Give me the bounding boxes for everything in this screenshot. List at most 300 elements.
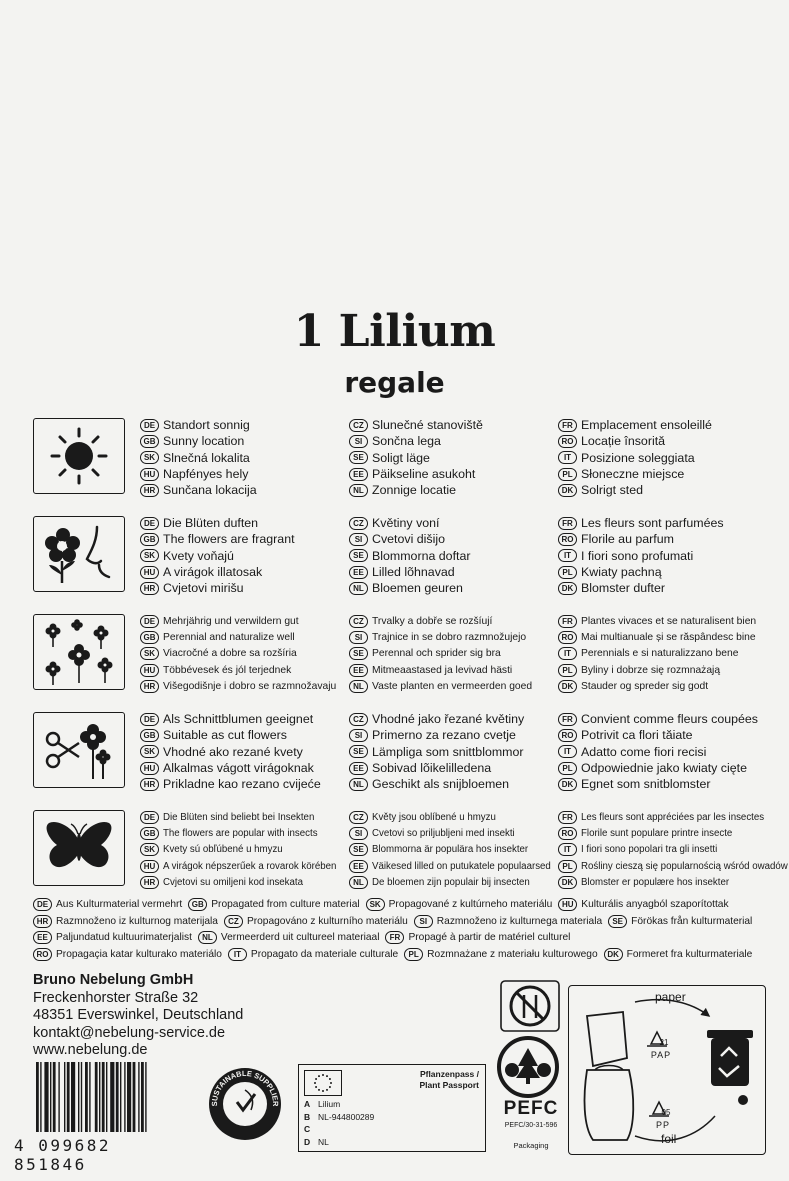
language-code-badge: SI [349,435,368,448]
language-code-badge: SK [140,549,159,562]
language-text: Slunečné stanoviště [372,418,483,433]
language-text: Väikesed lilled on putukatele populaarsed [372,860,551,872]
language-text: Słoneczne miejsce [581,467,685,482]
company-address [33,972,243,1060]
language-code-badge: HR [140,484,159,497]
pap-label: PAP [650,1050,672,1060]
language-line [349,580,571,596]
language-code-badge: RO [558,435,577,448]
language-text: Perennal och sprider sig bra [372,648,501,660]
language-line [558,678,780,694]
language-code-badge: HU [140,860,159,873]
pp-label: PP [655,1120,670,1130]
plant-passport-key: C [304,1124,311,1134]
language-code-badge: FR [558,517,577,530]
language-line [558,646,780,662]
language-code-badge: RO [558,729,577,742]
language-line [140,417,362,433]
language-code-badge: EE [33,931,52,944]
language-line [140,629,362,645]
language-line [558,825,780,841]
language-line [558,417,780,433]
language-code-badge: NL [349,484,368,497]
language-code-badge: EE [349,860,368,873]
section-3-column-1 [140,613,362,694]
language-text: Sunčana lokacija [163,483,257,498]
flower-nose-icon [41,521,117,587]
language-code-badge: NL [349,876,368,889]
language-line [349,678,571,694]
language-line [140,564,362,580]
language-code-badge: SE [349,451,368,464]
section-3-column-2 [349,613,571,694]
barcode-icon [36,1062,186,1132]
section-5-column-1 [140,809,362,890]
language-code-badge: FR [385,931,404,944]
language-text: Mitmeaastased ja levivad hästi [372,664,513,676]
language-text: Convient comme fleurs coupées [581,712,758,727]
language-line [140,482,362,498]
language-line [558,613,780,629]
language-code-badge: SE [349,647,368,660]
language-code-badge: GB [140,631,159,644]
language-text: Cvetovi dišijo [372,532,445,547]
language-text: Vhodné ako rezané kvety [163,744,303,759]
language-code-badge: IT [228,948,247,961]
language-line [140,678,362,694]
language-text: Stauder og spreder sig godt [581,680,709,692]
language-code-badge: PL [404,948,423,961]
section-1-column-1 [140,417,362,498]
language-text: Sončna lega [372,434,441,449]
language-line [140,727,362,743]
language-text: Geschikt als snijbloemen [372,777,510,792]
origin-text: Aus Kulturmaterial vermehrt [56,899,183,910]
language-code-badge: SI [349,631,368,644]
plant-passport-row [304,1124,318,1134]
plant-passport-row [304,1112,374,1122]
paper-label: paper [655,990,686,1004]
language-line [558,858,788,874]
origin-text: Kulturális anyagból szaporítottak [581,899,729,910]
language-text: Egnet som snitblomster [581,777,711,792]
language-text: Rośliny cieszą się popularnością wśród owadów [581,860,788,872]
language-line [349,776,571,792]
packaging-label: Packaging [513,1141,549,1150]
language-code-badge: IT [558,647,577,660]
language-text: Standort sonnig [163,418,250,433]
origin-text: Vermeerderd uit cultureel materiaal [220,932,380,943]
origin-text: Propagated from culture material [211,899,360,910]
language-code-badge: DK [558,778,577,791]
section-2-column-2 [349,515,571,596]
plant-passport-value: NL [318,1136,329,1147]
company-name: Bruno Nebelung GmbH [33,972,194,988]
language-line [558,744,780,760]
company-city: 48351 Everswinkel, Deutschland [33,1007,244,1023]
language-code-badge: IT [558,745,577,758]
language-text: Perennials e si naturalizzano bene [581,648,739,660]
language-line [140,450,362,466]
language-line [349,744,571,760]
language-line [558,874,780,890]
language-text: Blommorna är populära hos insekter [372,844,529,856]
language-text: Die Blüten duften [163,516,259,531]
section-2-column-1 [140,515,362,596]
company-street: Freckenhorster Straße 32 [33,989,199,1006]
language-text: Adatto come fiori recisi [581,744,707,759]
language-line [558,711,780,727]
language-text: A virágok népszerűek a rovarok körében [163,860,337,872]
section-3-column-3 [558,613,780,694]
language-code-badge: PL [558,566,577,579]
language-text: Lilled lõhnavad [372,565,455,580]
language-code-badge: CZ [224,915,243,928]
language-text: Vhodné jako řezané květiny [372,712,525,727]
origin-text: Propagé à partir de matériel culturel [408,932,571,943]
language-line [558,760,780,776]
language-line [140,776,362,792]
language-text: Locație însorită [581,434,666,449]
language-code-badge: DK [558,680,577,693]
language-text: The flowers are fragrant [163,532,295,547]
sun-icon [49,426,109,486]
language-code-badge: HU [140,566,159,579]
language-line [349,874,571,890]
language-text: Mai multianuale și se răspândesc bine [581,631,756,643]
language-line [558,564,780,580]
origin-text: Propagováno z kulturního materiálu [246,915,408,927]
language-text: Florile sunt populare printre insecte [581,827,733,839]
plant-passport-key: A [304,1099,311,1109]
origin-text: Paljundatud kultuurimaterjalist [56,932,192,943]
language-code-badge: SK [140,647,159,660]
icon-box-sun [33,418,125,494]
plant-passport-row [304,1099,340,1109]
language-line [349,564,571,580]
language-text: Kvety sú obľúbené u hmyzu [163,844,283,856]
language-line [558,515,780,531]
language-line [349,662,571,678]
language-code-badge: DK [558,876,577,889]
language-code-badge: HU [140,762,159,775]
company-email[interactable]: kontakt@nebelung-service.de [33,1024,226,1041]
language-line [558,629,780,645]
language-line [349,466,571,482]
language-line [349,858,571,874]
language-text: Cvjetovi su omiljeni kod insekata [163,876,303,888]
language-code-badge: SI [414,915,433,928]
company-website[interactable]: www.nebelung.de [33,1042,148,1058]
language-line [349,613,571,629]
language-text: Viacročné a dobre sa rozšíria [163,648,297,660]
language-code-badge: EE [349,664,368,677]
language-code-badge: SE [349,843,368,856]
language-code-badge: GB [140,827,159,840]
pefc-code: PEFC/30-31-596 [504,1122,558,1129]
language-text: Bloemen geuren [372,581,463,596]
language-text: De bloemen zijn populair bij insecten [372,876,530,888]
language-text: Solrigt sted [581,483,643,498]
language-code-badge: CZ [349,713,368,726]
language-text: Mehrjährig und verwildern gut [163,615,299,627]
section-4-column-2 [349,711,571,792]
language-line [140,825,362,841]
language-text: Soligt läge [372,450,430,465]
language-code-badge: DE [140,713,159,726]
language-line [558,727,780,743]
language-code-badge: CZ [349,419,368,432]
origin-line [33,898,773,911]
language-code-badge: GB [188,898,207,911]
language-text: Posizione soleggiata [581,450,695,465]
product-title: 1 Lilium [293,306,496,357]
language-line [140,466,362,482]
language-line [140,613,362,629]
language-line [558,809,780,825]
plant-passport-heading [419,1069,479,1091]
language-code-badge: SE [349,745,368,758]
language-line [558,776,780,792]
icon-box-naturalize [33,614,125,690]
language-text: Byliny i dobrze się rozmnażają [581,664,721,676]
plant-passport-key: B [304,1111,311,1122]
language-code-badge: NL [349,582,368,595]
language-code-badge: FR [558,811,577,824]
origin-text: Propagaçia katar kulturako materiálo [56,948,222,960]
section-4-column-1 [140,711,362,792]
language-line [140,433,362,449]
origin-text: Förökas från kulturmaterial [631,915,753,927]
language-text: Lämpliga som snittblommor [372,744,524,759]
language-code-badge: HR [140,876,159,889]
language-code-badge: DE [140,419,159,432]
language-text: Napfényes hely [163,467,249,482]
language-code-badge: CZ [349,517,368,530]
language-text: Květy jsou oblíbené u hmyzu [372,811,496,823]
language-text: Vaste planten en vermeerden goed [372,680,533,692]
eu-flag-icon [304,1070,342,1096]
language-line [558,531,780,547]
language-text: Plantes vivaces et se naturalisent bien [581,615,757,627]
foil-label: foil [661,1132,677,1146]
section-4-column-3 [558,711,780,792]
language-line [140,711,362,727]
language-text: The flowers are popular with insects [163,827,318,839]
language-code-badge: IT [558,451,577,464]
language-code-badge: EE [349,762,368,775]
language-code-badge: PL [558,664,577,677]
language-line [558,580,780,596]
language-text: Sunny location [163,434,245,449]
language-code-badge: HR [33,915,52,928]
language-text: Odpowiednie jako kwiaty cięte [581,761,747,776]
language-text: I fiori sono profumati [581,548,694,563]
plant-passport-value: Lilium [318,1099,341,1109]
language-text: Blomster er populære hos insekter [581,876,730,888]
naturalize-flowers-icon [39,617,119,687]
language-code-badge: SK [140,451,159,464]
language-code-badge: NL [198,931,217,944]
language-text: Trvalky a dobře se rozšíují [372,615,493,627]
language-line [349,629,571,645]
language-text: Als Schnittblumen geeignet [163,712,314,727]
language-line [349,727,571,743]
language-text: Blommorna doftar [372,548,471,563]
pefc-label: PEFC [503,1098,559,1119]
language-line [349,433,571,449]
language-line [140,874,362,890]
language-code-badge: RO [558,631,577,644]
language-line [558,450,780,466]
language-line [140,531,362,547]
language-code-badge: DE [33,898,52,911]
language-text: Trajnice in se dobro razmnožujejo [372,631,527,643]
origin-text: Rozmnażane z materiału kulturowego [427,948,598,960]
butterfly-icon [43,819,115,877]
language-line [140,515,362,531]
language-code-badge: CZ [349,811,368,824]
language-text: Višegodišnje i dobro se razmnožavaju [163,680,337,692]
language-code-badge: IT [558,843,577,856]
icon-box-insects [33,810,125,886]
language-line [140,760,362,776]
plant-passport-heading-1: Pflanzenpass / [419,1069,479,1079]
origin-text: Razmnoženo iz kulturnega materiala [436,915,603,927]
plant-passport-key: D [304,1136,311,1147]
language-line [349,417,571,433]
section-2-column-3 [558,515,780,596]
language-code-badge: HU [140,468,159,481]
language-code-badge: RO [558,533,577,546]
language-line [558,482,780,498]
scissors-flowers-icon [39,717,119,783]
plant-passport-heading-2: Plant Passport [419,1080,479,1090]
language-code-badge: DE [140,811,159,824]
language-text: Többévesek és jól terjednek [163,664,292,676]
language-text: I fiori sono popolari tra gli insetti [581,844,718,856]
language-line [558,433,780,449]
language-line [349,548,571,564]
language-code-badge: HR [140,680,159,693]
language-code-badge: SK [366,898,385,911]
language-text: Potrivit ca flori tăiate [581,728,693,743]
language-line [349,809,571,825]
product-subtitle: regale [344,366,445,399]
language-code-badge: DE [140,615,159,628]
language-code-badge: PL [558,860,577,873]
language-code-badge: FR [558,713,577,726]
language-line [140,809,362,825]
language-code-badge: EE [349,566,368,579]
plant-passport-value: NL-944800289 [318,1111,375,1122]
language-code-badge: HU [140,664,159,677]
language-line [349,711,571,727]
language-code-badge: SI [349,533,368,546]
language-line [349,450,571,466]
language-line [349,515,571,531]
language-line [140,858,362,874]
section-5-column-2 [349,809,571,890]
language-line [349,825,571,841]
section-5-column-3 [558,809,788,890]
icon-box-fragrance [33,516,125,592]
language-text: Slnečná lokalita [163,450,250,465]
not-for-food-icon [500,980,560,1032]
language-code-badge: DE [140,517,159,530]
language-line [349,482,571,498]
language-code-badge: PL [558,762,577,775]
plant-passport-row [304,1137,329,1147]
language-text: Suitable as cut flowers [163,728,287,743]
language-code-badge: IT [558,549,577,562]
language-text: Sobivad lõikelilledena [372,761,492,776]
language-code-badge: SI [349,827,368,840]
seal-label: SUSTAINABLE SUPPLIER [209,1068,281,1107]
language-line [349,842,571,858]
language-text: Kvety voňajú [163,548,234,563]
language-code-badge: CZ [349,615,368,628]
language-code-badge: NL [349,778,368,791]
language-line [558,548,780,564]
sustainable-supplier-seal-icon [207,1066,283,1142]
language-code-badge: SE [608,915,627,928]
language-text: Blomster dufter [581,581,666,596]
origin-line [33,915,773,928]
section-1-column-3 [558,417,780,498]
language-text: Päikseline asukoht [372,467,476,482]
language-text: A virágok illatosak [163,565,263,580]
pp-number: 05 [661,1108,671,1117]
icon-box-cut-flowers [33,712,125,788]
recycling-box [568,985,766,1155]
language-text: Les fleurs sont appréciées par les insectes [581,811,765,823]
language-text: Prikladne kao rezano cvijeće [163,777,321,792]
language-code-badge: EE [349,468,368,481]
language-code-badge: HU [558,898,577,911]
language-line [558,842,780,858]
origin-text: Razmnoženo iz kulturnog materijala [56,915,218,927]
origin-text: Propagato da materiale culturale [250,948,399,960]
language-line [140,842,362,858]
language-text: Kwiaty pachną [581,565,662,580]
language-text: Primerno za rezano cvetje [372,728,516,743]
origin-text: Propagované z kultúrneho materiálu [388,899,553,910]
language-text: Les fleurs sont parfumées [581,516,724,531]
language-text: Die Blüten sind beliebt bei Insekten [163,811,315,823]
language-code-badge: HR [140,778,159,791]
language-code-badge: FR [558,615,577,628]
language-line [558,662,780,678]
language-code-badge: FR [558,419,577,432]
plant-passport [298,1064,486,1152]
section-1-column-2 [349,417,571,498]
language-text: Cvetovi so priljubljeni med insekti [372,827,515,839]
language-code-badge: SI [349,729,368,742]
language-line [140,744,362,760]
language-code-badge: DK [558,484,577,497]
language-code-badge: NL [349,680,368,693]
language-line [140,662,362,678]
language-text: Florile au parfum [581,532,674,547]
language-code-badge: RO [558,827,577,840]
language-code-badge: GB [140,533,159,546]
language-code-badge: GB [140,729,159,742]
origin-text: Formeret fra kulturmateriale [626,948,753,960]
language-text: Zonnige locatie [372,483,457,498]
language-line [349,531,571,547]
language-code-badge: PL [558,468,577,481]
